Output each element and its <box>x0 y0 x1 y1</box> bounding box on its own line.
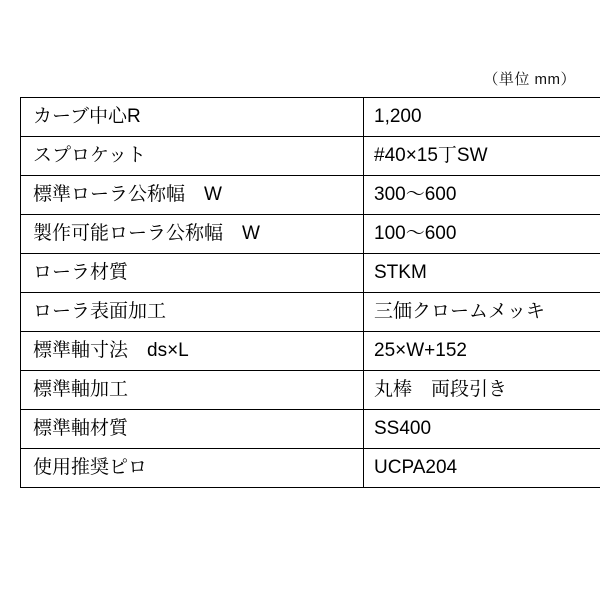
table-row <box>21 176 600 215</box>
row-label: 標準軸加工 <box>21 371 364 410</box>
table-row <box>21 254 600 293</box>
unit-note <box>483 68 576 89</box>
specification-table-body <box>21 98 600 488</box>
specification-table <box>20 97 600 488</box>
table-row <box>21 137 600 176</box>
table-row <box>21 449 600 488</box>
row-label: 製作可能ローラ公称幅 W <box>21 215 364 254</box>
row-label: カーブ中心R <box>21 98 364 137</box>
table-row <box>21 215 600 254</box>
row-label: 標準軸材質 <box>21 410 364 449</box>
row-value: #40×15丁SW <box>364 137 600 176</box>
row-label: 標準軸寸法 ds×L <box>21 332 364 371</box>
row-label: ローラ表面加工 <box>21 293 364 332</box>
unit-note-text: （単位 mm） <box>483 71 576 88</box>
row-value: 1,200 <box>364 98 600 137</box>
row-value: 300〜600 <box>364 176 600 215</box>
row-value: 100〜600 <box>364 215 600 254</box>
row-value: 25×W+152 <box>364 332 600 371</box>
row-value: UCPA204 <box>364 449 600 488</box>
row-value: 丸棒 両段引き <box>364 371 600 410</box>
table-row <box>21 410 600 449</box>
row-label: 標準ローラ公称幅 W <box>21 176 364 215</box>
row-value: SS400 <box>364 410 600 449</box>
table-row <box>21 332 600 371</box>
table-row <box>21 293 600 332</box>
row-label: スプロケット <box>21 137 364 176</box>
table-row <box>21 98 600 137</box>
row-value: 三価クロームメッキ <box>364 293 600 332</box>
table-row <box>21 371 600 410</box>
row-label: 使用推奨ピロ <box>21 449 364 488</box>
row-value: STKM <box>364 254 600 293</box>
row-label: ローラ材質 <box>21 254 364 293</box>
